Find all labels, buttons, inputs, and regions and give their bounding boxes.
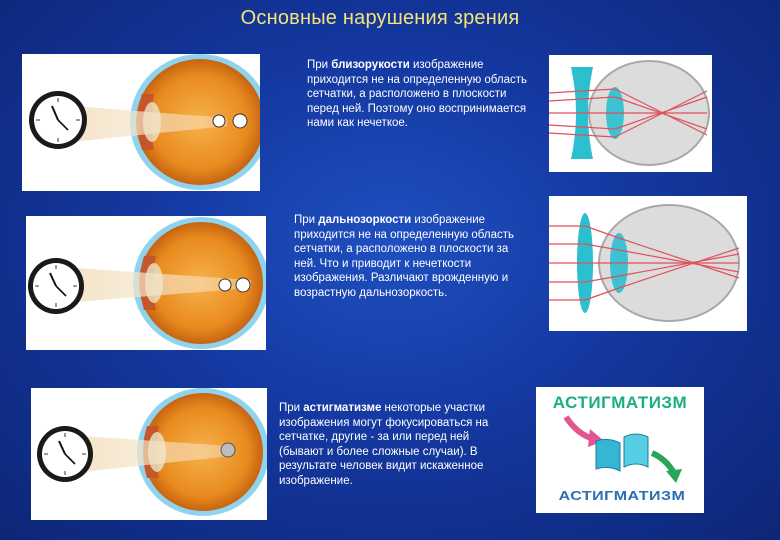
myopia-optics-diagram <box>549 55 712 172</box>
clock-icon <box>29 91 87 149</box>
hyperopia-term: дальнозоркости <box>318 214 412 226</box>
astigmatism-description: При астигматизме некоторые участки изображения могут фокусироваться на сетчатке, другие - за или перед ней (бывают и более сложные случаи). В результате человек видит искаженное изображение. <box>279 402 489 487</box>
lens-icon <box>596 434 648 471</box>
myopia-term: близорукости <box>331 59 410 71</box>
astigmatism-term: астигматизме <box>303 402 382 414</box>
astigmatism-word-illustration <box>536 387 704 513</box>
hyperopia-eye-illustration <box>26 216 266 350</box>
focus-image-icon <box>221 443 235 457</box>
myopia-eye-illustration <box>22 54 260 191</box>
clock-icon <box>28 258 84 314</box>
page-title: Основные нарушения зрения <box>240 7 520 29</box>
astigmatism-eye-illustration <box>31 388 267 520</box>
myopia-description: При близорукости изображение приходится не на определенную область сетчатки, а расположено в плоскости перед ней. Поэтому оно воспринимается нами как нечеткое. <box>307 59 527 130</box>
hyperopia-optics-diagram <box>549 196 747 331</box>
astigmatism-word-bottom: АСТИГМАТИЗМ <box>558 489 686 504</box>
clock-icon <box>37 426 93 482</box>
astigmatism-word-top: АСТИГМАТИЗМ <box>552 393 688 412</box>
arrow-icon <box>652 453 682 483</box>
hyperopia-description: При дальнозоркости изображение приходится не на определенную область сетчатки, а расположено в плоскости за ней. Что и приводит к нечеткости изображения. Различают врожденную и возрастную дальнозоркость. <box>294 214 514 299</box>
